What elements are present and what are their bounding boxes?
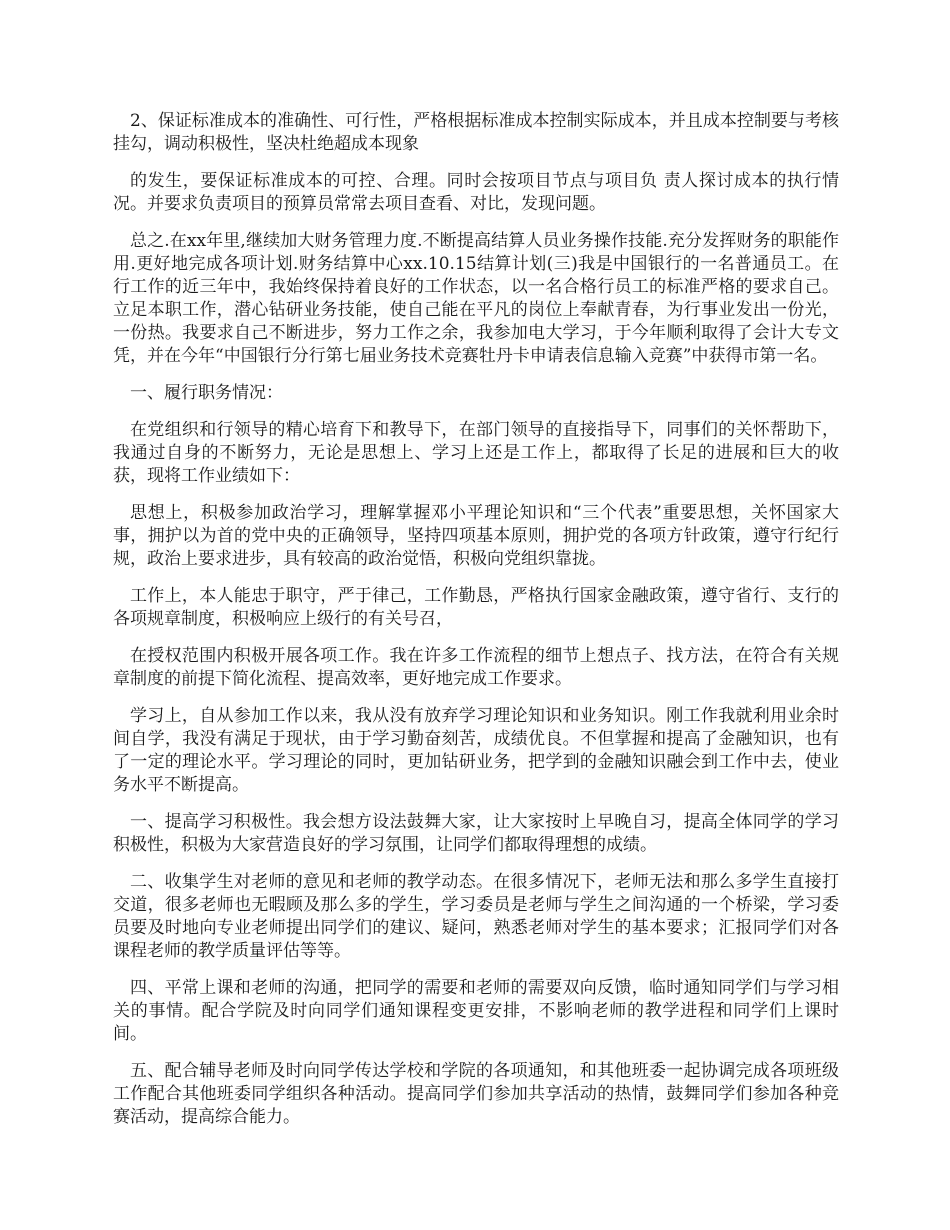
paragraph-study: 学习上，自从参加工作以来，我从没有放弃学习理论知识和业务知识。刚工作我就利用业余时间自学，我没有满足于现状，由于学习勤奋刻苦，成绩优良。不但掌握和提高了金融知识，也有了一定的理论水平。学习理论的同时，更加钻研业务，把学到的金融知识融会到工作中去，使业务水平不断提高。 xyxy=(113,706,839,795)
paragraph-standard-cost: 2、保证标准成本的准确性、可行性，严格根据标准成本控制实际成本，并且成本控制要与考核挂勾，调动积极性，坚决杜绝超成本现象 xyxy=(113,111,839,154)
paragraph-thought: 思想上，积极参加政治学习，理解掌握邓小平理论知识和“三个代表”重要思想，关怀国家大事，拥护以为首的党中央的正确领导，坚持四项基本原则，拥护党的各项方针政策，遵守行纪行规，政治上要求进步，具有较高的政治觉悟，积极向党组织靠拢。 xyxy=(113,503,839,569)
paragraph-item-two: 二、收集学生对老师的意见和老师的教学动态。在很多情况下，老师无法和那么多学生直接打交道，很多老师也无暇顾及那么多的学生，学习委员是老师与学生之间沟通的一个桥梁，学习委员要及时地向专业老师提出同学们的建议、疑问，熟悉老师对学生的基本要求；汇报同学们对各课程老师的教学质量评估等等。 xyxy=(113,872,839,961)
paragraph-item-four: 四、平常上课和老师的沟通，把同学的需要和老师的需要双向反馈，临时通知同学们与学习相关的事情。配合学院及时向同学们通知课程变更安排，不影响老师的教学进程和同学们上课时间。 xyxy=(113,978,839,1044)
paragraph-work: 工作上，本人能忠于职守，严于律己，工作勤恳，严格执行国家金融政策，遵守省行、支行的各项规章制度，积极响应上级行的有关号召， xyxy=(113,586,839,629)
paragraph-item-one: 一、提高学习积极性。我会想方设法鼓舞大家，让大家按时上早晚自习，提高全体同学的学习积极性，积极为大家营造良好的学习氛围，让同学们都取得理想的成绩。 xyxy=(113,812,839,855)
document-body xyxy=(113,110,839,1143)
heading-duties: 一、履行职务情况： xyxy=(130,383,283,403)
paragraph-summary: 总之.在xx年里,继续加大财务管理力度.不断提高结算人员业务操作技能.充分发挥财务的职能作用.更好地完成各项计划.财务结算中心xx.10.15结算计划(三)我是中国银行的一名普通员工。在行工作的近三年中，我始终保持着良好的工作状态，以一名合格行员工的标准严格的要求自己。立足本职工作，潜心钻研业务技能，使自己能在平凡的岗位上奉献青春，为行事业发出一份光，一份热。我要求自己不断进步，努力工作之余，我参加电大学习，于今年顺利取得了会计大专文凭，并在今年“中国银行分行第七届业务技术竞赛牡丹卡申请表信息输入竞赛”中获得市第一名。 xyxy=(113,231,839,366)
paragraph-item-five: 五、配合辅导老师及时向同学传达学校和学院的各项通知，和其他班委一起协调完成各项班级工作配合其他班委同学组织各种活动。提高同学们参加共享活动的热情，鼓舞同学们参加各种竞赛活动，提高综合能力。 xyxy=(113,1061,839,1127)
paragraph-cost-control: 的发生，要保证标准成本的可控、合理。同时会按项目节点与项目负 责人探讨成本的执行情况。并要求负责项目的预算员常常去项目查看、对比，发现问题。 xyxy=(113,171,839,214)
paragraph-authorization: 在授权范围内积极开展各项工作。我在许多工作流程的细节上想点子、找方法，在符合有关规章制度的前提下简化流程、提高效率，更好地完成工作要求。 xyxy=(113,646,839,689)
paragraph-guidance: 在党组织和行领导的精心培育下和教导下，在部门领导的直接指导下，同事们的关怀帮助下，我通过自身的不断努力，无论是思想上、学习上还是工作上，都取得了长足的进展和巨大的收获，现将工作业绩如下： xyxy=(113,420,839,486)
